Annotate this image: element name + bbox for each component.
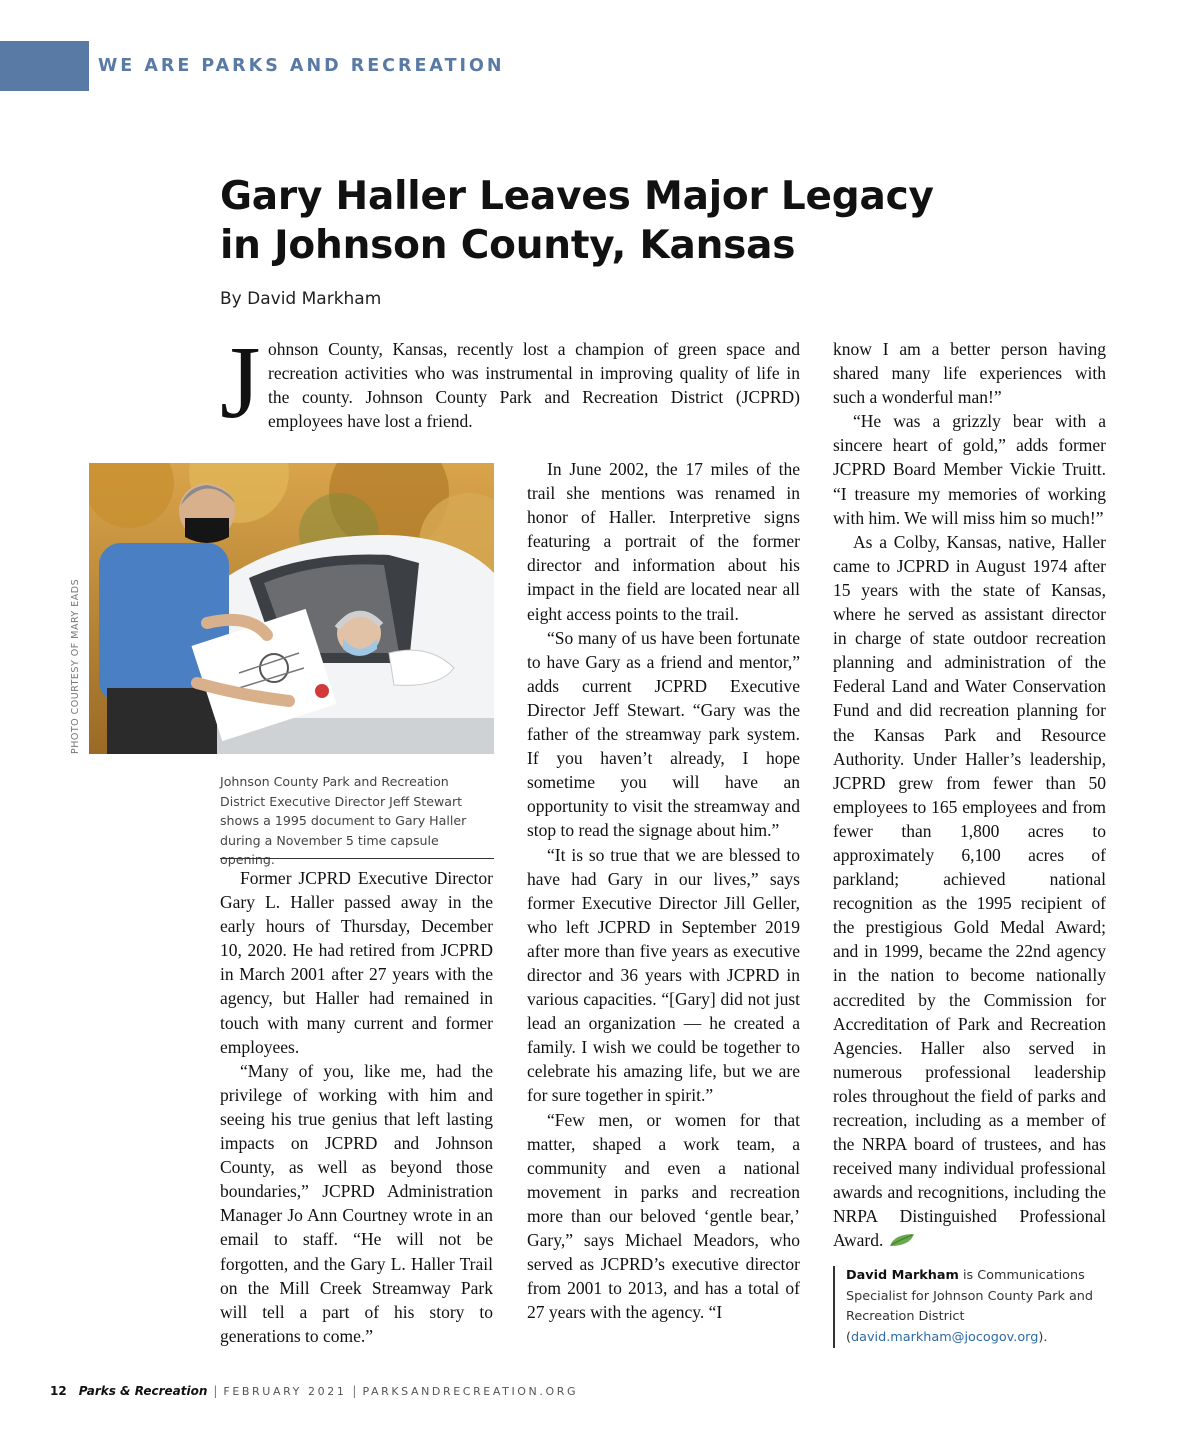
paragraph: know I am a better person having shared many life experiences with such a wonderful man!” [833,339,1106,408]
paragraph: “Few men, or women for that matter, shaped a work team, a community and even a national movement in parks and recreation more than our beloved ‘gentle bear,’ Gary,” says Michael Meadors, who served as JCPRD’s executive director from 2001 to 2013, and has a total of 27 years with the agency. “I [527,1109,800,1323]
photo-credit: PHOTO COURTESY OF MARY EADS [70,578,81,754]
photo-illustration [89,463,494,754]
footer-separator: | [213,1384,218,1398]
paragraph: “So many of us have been fortunate to have Gary as a friend and mentor,” adds current JCPRD Executive Director Jeff Stewart. “Gary was the father of the streamway park system. If you haven’t already, I hope sometime you will have an opportunity to visit the streamway and stop to read the signage about him.” [527,627,800,841]
paragraph: “He was a grizzly bear with a sincere heart of gold,” adds former JCPRD Board Member Vickie Truitt. “I treasure my memories of working with him. We will miss him so much!” [833,411,1106,528]
website-link[interactable]: PARKSANDRECREATION.ORG [362,1385,579,1398]
paragraph: In June 2002, the 17 miles of the trail she mentions was renamed in honor of Haller. Interpretive signs featuring a portrait of the former director and information about his impact in the field are located near all eight access points to the trail. [527,459,800,624]
paragraph: “It is so true that we are blessed to have had Gary in our lives,” says former Executive Director Jill Geller, who left JCPRD in September 2019 after more than five years as executive director and 36 years with JCPRD in various capacities. “[Gary] did not just lead an organization — he created a family. I wish we could be together to celebrate his amazing life, but we are for sure together in spirit.” [527,844,800,1106]
intro-paragraph: ohnson County, Kansas, recently lost a champion of green space and recreation activities who was instrumental in improving quality of life in the county. Johnson County Park and Recreation District (JCPRD) employees have lost a friend. [268,339,800,431]
column-3 [833,337,1106,1253]
section-color-block [0,41,89,91]
article-intro [220,325,800,440]
article-headline: Gary Haller Leaves Major Legacy in Johnson County, Kansas [220,174,934,268]
paragraph: “Many of you, like me, had the privilege of working with him and seeing his true genius that left lasting impacts on JCPRD and Johnson County, as well as beyond those boundaries,” JCPRD Administration Manager Jo Ann Courtney wrote in an email to staff. “He will not be forgotten, and the Gary L. Haller Trail on the Mill Creek Streamway Park will tell a part of his story to generations to come.” [220,1060,493,1346]
bio-text: is Communications Specialist for Johnson County Park and Recreation District ( [846,1268,1094,1345]
photo-caption: Johnson County Park and Recreation District Executive Director Jeff Stewart shows a 1995 document to Gary Haller during a November 5 time capsule opening. [220,774,467,867]
section-label: WE ARE PARKS AND RECREATION [98,56,505,76]
leaf-icon [888,1232,916,1248]
article-photo [89,463,494,754]
page-number: 12 [50,1384,67,1398]
caption-divider [220,858,494,859]
drop-cap: J [220,325,261,440]
paragraph [833,530,1106,1253]
author-name: David Markham [846,1268,959,1283]
footer-separator: | [352,1384,357,1398]
issue-date: FEBRUARY 2021 [223,1385,347,1398]
magazine-name: Parks & Recreation [78,1384,208,1398]
author-email-link[interactable]: david.markham@jocogov.org [851,1329,1039,1345]
bio-end: ). [1038,1329,1048,1345]
page-footer [50,1384,578,1398]
paragraph: Former JCPRD Executive Director Gary L. Haller passed away in the early hours of Thursday, December 10, 2020. He had retired from JCPRD in March 2001 after 27 years with the agency, but Haller had remained in touch with many current and former employees. [220,868,493,1057]
column-1 [220,866,493,1348]
column-2 [527,457,800,1324]
author-bio [833,1266,1108,1348]
paragraph-text: As a Colby, Kansas, native, Haller came to JCPRD in August 1974 after 15 years with the state of Kansas, where he served as assistant director in charge of state outdoor recreation planning and administration of the Federal Land and Water Conservation Fund and did recreation planning for the Kansas Park and Resource Authority. Under Haller’s leadership, JCPRD grew from fewer than 50 employees to 165 employees and from fewer than 1,800 acres to approximately 6,100 acres of parkland; achieved national recognition as the 1995 recipient of the prestigious Gold Medal Award; and in 1999, became the 22nd agency in the nation to become nationally accredited by the Commission for Accreditation of Park and Recreation Agencies. Haller also served in numerous professional leadership roles throughout the field of parks and recreation, including as a member of the NRPA board of trustees, and has received many individual professional awards and recognitions, including the NRPA Distinguished Professional Award. [833,531,1106,1251]
article-byline: By David Markham [220,289,382,309]
